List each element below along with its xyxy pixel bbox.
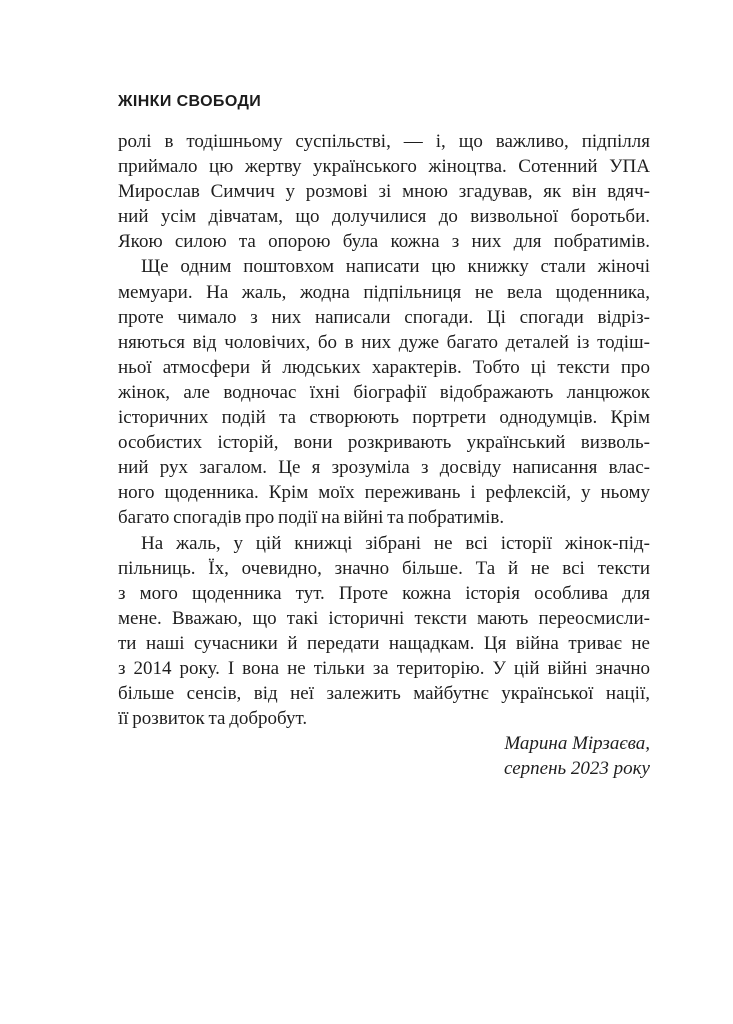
paragraph-3-line-5: ти наші сучасники й передати нащадкам. Ця війна триває не [118,632,650,654]
paragraph-3-line-6: з 2014 року. І вона не тільки за територію. У цій війні значно [118,657,650,679]
paragraph-2-line-11: багато спогадів про події на війні та побратимів. [118,507,505,529]
paragraph-3-line-3: з мого щоденника тут. Проте кожна історія особлива для [118,582,650,604]
paragraph-1-line-4: ний усім дівчатам, що долучилися до визвольної боротьби. [118,206,650,228]
paragraph-2-line-1: Ще одним поштовхом написати цю книжку стали жіночі [141,256,650,278]
signature-name: Марина Мірзаєва, [504,733,650,754]
paragraph-3-line-4: мене. Вважаю, що такі історичні тексти мають переосмисли- [118,607,650,629]
paragraph-1-line-2: приймало цю жертву українського жіноцтва. Сотенний УПА [118,156,650,178]
signature-date: серпень 2023 року [504,758,650,780]
paragraph-1-line-5: Якою силою та опорою була кожна з них для побратимів. [118,231,650,253]
paragraph-1-line-1: ролі в тодішньому суспільстві, — і, що важливо, підпілля [118,131,650,152]
paragraph-3-line-2: пільниць. Їх, очевидно, значно більше. Та й не всі тексти [118,557,650,579]
paragraph-3-line-1: На жаль, у цій книжці зібрані не всі історії жінок-під- [141,532,650,554]
paragraph-2-line-10: ного щоденника. Крім моїх переживань і рефлексій, у ньому [118,482,650,504]
paragraph-2-line-9: ний рух загалом. Це я зрозуміла з досвіду написання влас- [118,457,650,479]
running-header: ЖІНКИ СВОБОДИ [118,93,262,110]
paragraph-2-line-2: мемуари. На жаль, жодна підпільниця не вела щоденника, [118,281,650,303]
paragraph-3-line-7: більше сенсів, від неї залежить майбутнє української нації, [118,683,650,705]
paragraph-2-line-3: проте чимало з них написали спогади. Ці спогади відріз- [118,306,650,328]
paragraph-2-line-7: історичних подій та створюють портрети однодумців. Крім [118,407,650,429]
paragraph-2-line-5: ньої атмосфери й людських характерів. Тобто ці тексти про [118,356,650,378]
paragraph-2-line-8: особистих історій, вони розкривають український визволь- [118,432,650,454]
author-signature [504,731,650,781]
paragraph-3-line-8: її розвиток та добробут. [118,708,308,730]
page-body [118,129,650,731]
paragraph-2-line-4: няються від чоловічих, бо в них дуже багато деталей із тодіш- [118,331,650,353]
paragraph-1-line-3: Мирослав Симчич у розмові зі мною згадував, як він вдяч- [118,181,650,203]
paragraph-2-line-6: жінок, але водночас їхні біографії відображають ланцюжок [118,381,650,403]
